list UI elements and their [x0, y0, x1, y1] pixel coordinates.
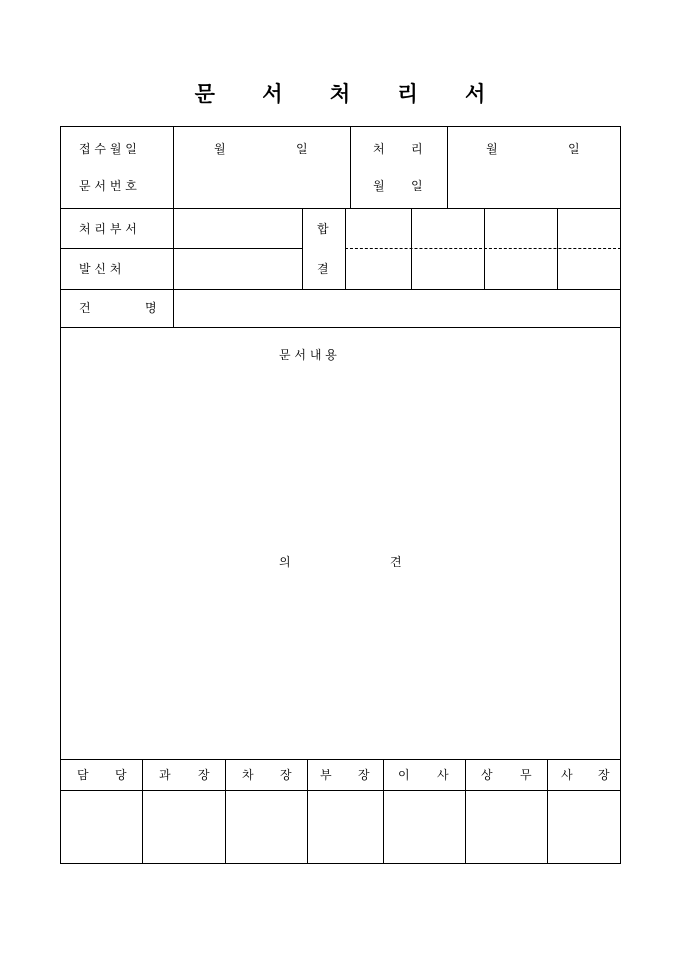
agreement-label-1: 합	[317, 222, 329, 236]
process-day: 일	[568, 142, 580, 156]
role-damdang-right: 당	[115, 768, 127, 782]
role-chajang-left: 차	[242, 768, 254, 782]
processing-dept-field[interactable]	[174, 209, 301, 247]
signature-box-bujang[interactable]	[308, 791, 382, 862]
receipt-month: 월	[214, 142, 226, 156]
process-label-3: 월	[373, 179, 385, 193]
role-bujang-right: 장	[358, 768, 370, 782]
doc-number-field[interactable]	[174, 168, 349, 206]
content-label: 문 서 내 용	[279, 348, 337, 362]
role-sajang-left: 사	[561, 768, 573, 782]
role-sangmu-right: 무	[520, 768, 532, 782]
role-bujang-left: 부	[320, 768, 332, 782]
subject-field[interactable]	[174, 290, 619, 326]
process-label-4: 일	[411, 179, 423, 193]
receipt-date-label: 접 수 월 일	[79, 142, 137, 156]
role-isa-left: 이	[398, 768, 410, 782]
process-month: 월	[486, 142, 498, 156]
doc-number-label: 문 서 번 호	[79, 179, 137, 193]
opinion-label-left: 의	[279, 555, 291, 569]
receipt-day: 일	[296, 142, 308, 156]
signature-box-isa[interactable]	[384, 791, 464, 862]
role-sajang-right: 장	[598, 768, 610, 782]
agreement-label-2: 결	[317, 262, 329, 276]
role-isa-right: 사	[437, 768, 449, 782]
subject-label-1: 건	[79, 301, 91, 315]
signature-box-sajang[interactable]	[548, 791, 619, 862]
subject-label-2: 명	[145, 301, 157, 315]
role-gwajang-right: 장	[198, 768, 210, 782]
role-gwajang-left: 과	[159, 768, 171, 782]
signature-box-gwajang[interactable]	[143, 791, 224, 862]
content-area[interactable]	[61, 368, 620, 538]
sender-field[interactable]	[174, 249, 301, 288]
sender-label: 발 신 처	[79, 262, 122, 276]
role-damdang-left: 담	[77, 768, 89, 782]
signature-box-damdang[interactable]	[61, 791, 141, 862]
processing-dept-label: 처 리 부 서	[79, 222, 137, 236]
agreement-dashed-divider	[345, 248, 621, 249]
process-label-1: 처	[373, 142, 385, 156]
process-label-2: 리	[411, 142, 423, 156]
role-chajang-right: 장	[280, 768, 292, 782]
document-title: 문 서 처 리 서	[194, 81, 506, 106]
opinion-label-right: 견	[390, 555, 402, 569]
role-sangmu-left: 상	[481, 768, 493, 782]
opinion-area[interactable]	[61, 575, 620, 757]
signature-box-chajang[interactable]	[226, 791, 306, 862]
signature-box-sangmu[interactable]	[466, 791, 546, 862]
